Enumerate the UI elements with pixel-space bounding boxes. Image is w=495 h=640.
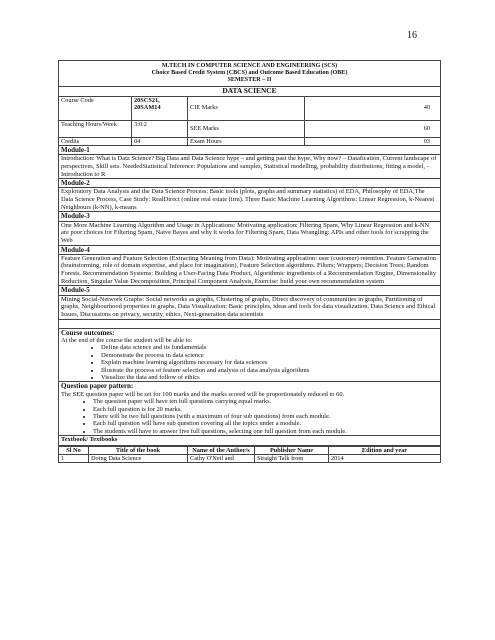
- cie-value: 40: [305, 96, 441, 120]
- course-outcomes: [59, 328, 441, 382]
- question-paper-list: [61, 398, 438, 435]
- cbcs-line: Choice Based Credit System (CBCS) and Outcome Based Education (OBE): [151, 70, 348, 76]
- question-paper-pattern: [59, 382, 441, 436]
- pattern-item: • The students will have to answer five full questions, selecting one full question from each module.: [93, 428, 438, 435]
- program-title: M.TECH IN COMPUTER SCIENCE AND ENGINEERING (SCS): [161, 63, 338, 69]
- cie-label: CIE Marks: [188, 96, 305, 120]
- question-paper-title: Question paper pattern:: [61, 382, 134, 391]
- module-3-body: One More Machine Learning Algorithm and Usage in Applications: Motivating application: Filtering Spam, Why Linear Regression and k-NN are poor choices for Filtering Spam, Naive Bayes and why it works for Filtering Spam, Data Wrangling: APIs and other tools for scrapping the Web: [59, 221, 441, 245]
- book-edition: 2014: [329, 454, 441, 462]
- exam-hours-value: 03: [305, 137, 441, 145]
- teaching-hours-label: Teaching Hours/Week: [59, 120, 132, 137]
- syllabus-table: [58, 60, 441, 446]
- credits-label: Credits: [59, 137, 132, 145]
- exam-hours-label: Exam Hours: [188, 137, 305, 145]
- page-number: 16: [407, 30, 417, 41]
- pattern-item: • The question paper will have ten full questions carrying equal marks.: [93, 398, 438, 405]
- course-outcomes-title: Course outcomes:: [61, 328, 115, 337]
- outcome-item: • Explain machine learning algorithms necessary for data sciences: [101, 359, 438, 366]
- syllabus-sheet: [58, 60, 440, 463]
- program-header: [59, 61, 441, 87]
- pattern-item: • There will be two full questions (with a maximum of four sub questions) from each module.: [93, 413, 438, 420]
- module-5-body: Mining Social-Network Graphs: Social networks as graphs, Clustering of graphs, Direct discovery of communities in graphs, Partitioning of graphs, Neighbourhood properties in graphs, Data Visualization: Basic principles, ideas and tools for data visualization. Data Science and Ethical Issues, Discussions on privacy, security, ethics, Next-generation data scientists: [59, 295, 441, 319]
- see-value: 60: [305, 120, 441, 137]
- spacer-row: [59, 319, 441, 328]
- module-4-title: Module-4: [59, 245, 441, 254]
- module-1-title: Module-1: [59, 146, 441, 155]
- module-3-title: Module-3: [59, 212, 441, 221]
- book-author: Cathy O'Neil and: [188, 454, 255, 462]
- module-5-title: Module-5: [59, 286, 441, 295]
- textbooks-title: Textbook/ Textbooks: [59, 436, 441, 445]
- textbook-table: [58, 446, 441, 464]
- teaching-hours-value: 3:0:2: [132, 120, 188, 137]
- course-title: DATA SCIENCE: [59, 87, 441, 97]
- module-2-title: Module-2: [59, 179, 441, 188]
- col-sl-no: Sl No: [59, 446, 89, 454]
- pattern-item: • Each full question is for 20 marks.: [93, 406, 438, 413]
- module-1-body: Introduction: What is Data Science? Big Data and Data Science hype – and getting past the hype, Why now? – Datafication, Current landscape of perspectives, Skill sets. NeededStatistical Inference: Populations and samples, Statistical modelling, probability distributions, fitting a model, - Introduction to R: [59, 155, 441, 179]
- question-paper-intro: The SEE question paper will be set for 100 marks and the marks scored will be proportionately reduced to 60.: [61, 390, 345, 398]
- course-code-value: 20SCS21, 20SAM14: [132, 96, 188, 120]
- col-edition: Edition and year: [329, 446, 441, 454]
- outcome-item: • Demonstrate the process in data science: [101, 352, 438, 359]
- module-2-body: Exploratory Data Analysis and the Data Science Process: Basic tools (plots, graphs and summary statistics) of EDA, Philosophy of EDA,The Data Science Process, Case Study: RealDirect (online real estate firm). Three Basic Machine Learning Algorithms: Linear Regression, k-Nearest Neighbours (k-NN), k-means: [59, 188, 441, 212]
- semester-line: SEMESTER – II: [227, 77, 272, 83]
- credits-value: 04: [132, 137, 188, 145]
- course-code-label: Course Code: [59, 96, 132, 120]
- course-outcomes-list: [61, 344, 438, 381]
- outcome-item: • Illustrate the process of feature selection and analysis of data analysis algorithms: [101, 367, 438, 374]
- table-row: [59, 454, 441, 462]
- col-title: Title of the book: [89, 446, 188, 454]
- outcome-item: • Visualize the data and follow of ethics: [101, 374, 438, 381]
- book-title: Doing Data Science: [89, 454, 188, 462]
- col-author: Name of the Author/s: [188, 446, 255, 454]
- pattern-item: • Each full question will have sub question covering all the topics under a module.: [93, 420, 438, 427]
- outcome-item: • Define data science and its fundamentals: [101, 344, 438, 351]
- see-label: SEE Marks: [188, 120, 305, 137]
- module-4-body: Feature Generation and Feature Selection (Extracting Meaning from Data): Motivating application: user (customer) retention. Feature Generation (brainstorming, role of domain expertise, and place for imagination), Feature Selection algorithms. Filters; Wrappers; Decision Trees; Random Forests. Recommendation Systems: Building a User-Facing Data Product, Algorithmic ingredients of a Recommendation Engine, Dimensionality Reduction, Singular Value Decomposition, Principal Component Analysis, Exercise: build your own recommendation system: [59, 254, 441, 286]
- col-publisher: Publisher Name: [255, 446, 329, 454]
- book-sl-no: 1: [59, 454, 89, 462]
- course-outcomes-intro: At the end of the course the student will be able to:: [61, 336, 193, 344]
- book-publisher: Straight Talk from: [255, 454, 329, 462]
